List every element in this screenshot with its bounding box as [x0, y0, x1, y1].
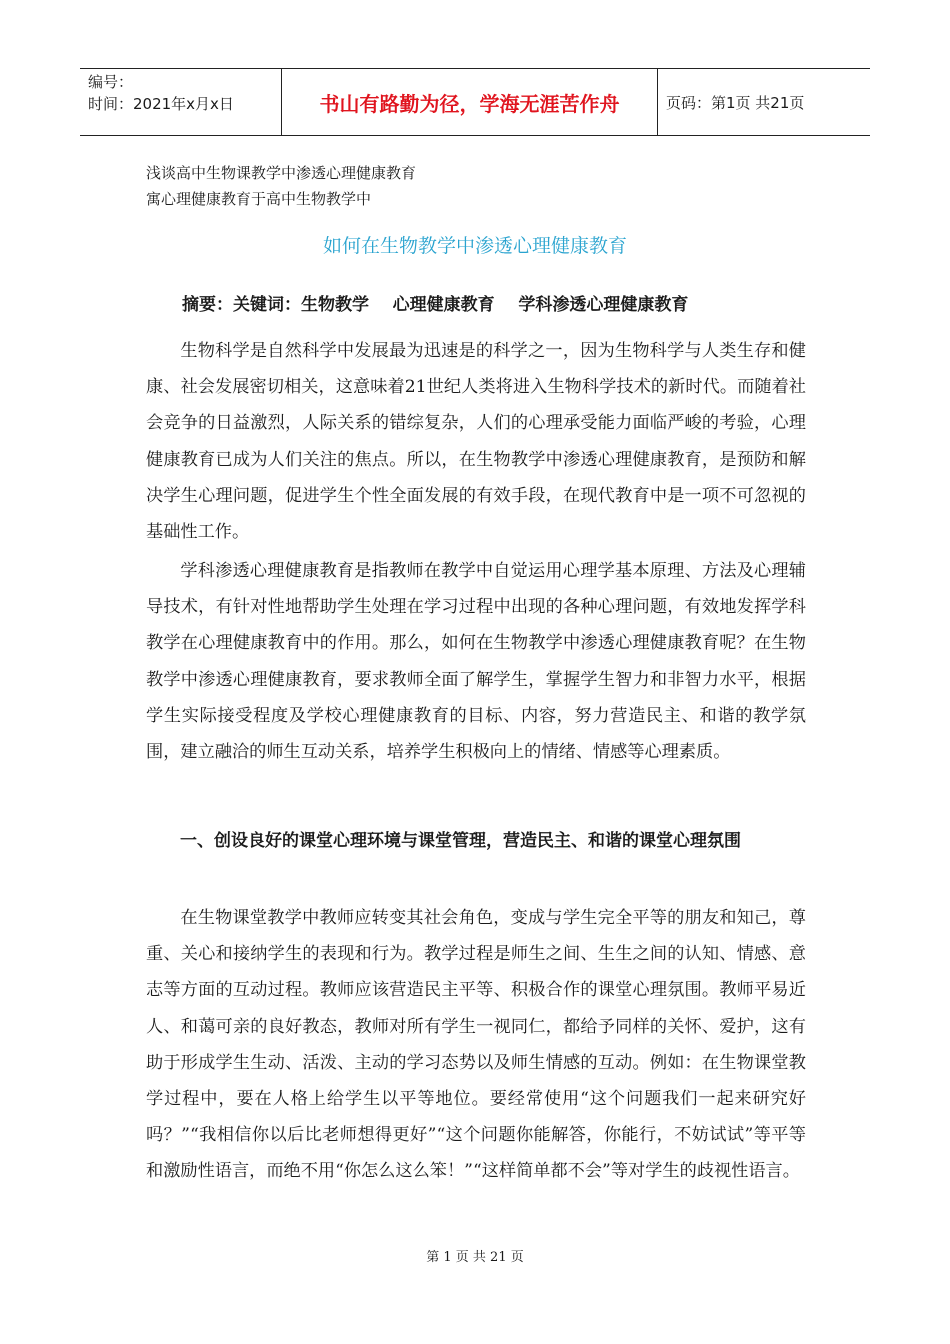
alternate-titles [146, 160, 416, 212]
page-footer: 第 1 页 共 21 页 [426, 1250, 524, 1265]
paragraph-2: 学科渗透心理健康教育是指教师在教学中自觉运用心理学基本原理、方法及心理辅导技术，有针对性地帮助学生处理在学习过程中出现的各种心理问题，有效地发挥学科教学在心理健康教育中的作用。那么，如何在生物教学中渗透心理健康教育呢？在生物教学中渗透心理健康教育，要求教师全面了解学生，掌握学生智力和非智力水平，根据学生实际接受程度及学校心理健康教育的目标、内容，努力营造民主、和谐的教学氛围，建立融洽的师生互动关系，培养学生积极向上的情绪、情感等心理素质。 [146, 561, 806, 763]
abstract-keywords: 摘要：关键词：生物教学 心理健康教育 学科渗透心理健康教育 [182, 295, 689, 315]
paragraph-1: 生物科学是自然科学中发展最为迅速是的科学之一，因为生物科学与人类生存和健康、社会发展密切相关，这意味着21世纪人类将进入生物科学技术的新时代。而随着社会竞争的日益激烈，人际关系的错综复杂，人们的心理承受能力面临严峻的考验，心理健康教育已成为人们关注的焦点。所以，在生物教学中渗透心理健康教育，是预防和解决学生心理问题，促进学生个性全面发展的有效手段，在现代教育中是一项不可忽视的基础性工作。 [146, 341, 806, 543]
header-page-info: 页码：第1页 共21页 [666, 93, 805, 112]
header-table [80, 68, 870, 136]
paragraph-3: 在生物课堂教学中教师应转变其社会角色，变成与学生完全平等的朋友和知己，尊重、关心和接纳学生的表现和行为。教学过程是师生之间、生生之间的认知、情感、意志等方面的互动过程。教师应该营造民主平等、积极合作的课堂心理氛围。教师平易近人、和蔼可亲的良好教态，教师对所有学生一视同仁，都给予同样的关怀、爱护，这有助于形成学生生动、活泼、主动的学习态势以及师生情感的互动。例如：在生物课堂教学过程中，要在人格上给学生以平等地位。要经常使用“这个问题我们一起来研究好吗？”“我相信你以后比老师想得更好”“这个问题你能解答，你能行，不妨试试”等平等和激励性语言，而绝不用“你怎么这么笨！”“这样简单都不会”等对学生的歧视性语言。 [146, 908, 806, 1182]
document-number: 编号： [88, 73, 134, 91]
section-heading-1: 一、创设良好的课堂心理环境与课堂管理，营造民主、和谐的课堂心理氛围 [180, 831, 741, 851]
document-date: 时间：2021年x月x日 [88, 95, 234, 113]
header-meta [80, 69, 282, 135]
page-title: 如何在生物教学中渗透心理健康教育 [322, 235, 627, 257]
header-motto: 书山有路勤为径，学海无涯苦作舟 [282, 69, 658, 135]
alternate-title-2: 寓心理健康教育于高中生物教学中 [146, 190, 372, 208]
alternate-title-1: 浅谈高中生物课教学中渗透心理健康教育 [146, 164, 417, 182]
